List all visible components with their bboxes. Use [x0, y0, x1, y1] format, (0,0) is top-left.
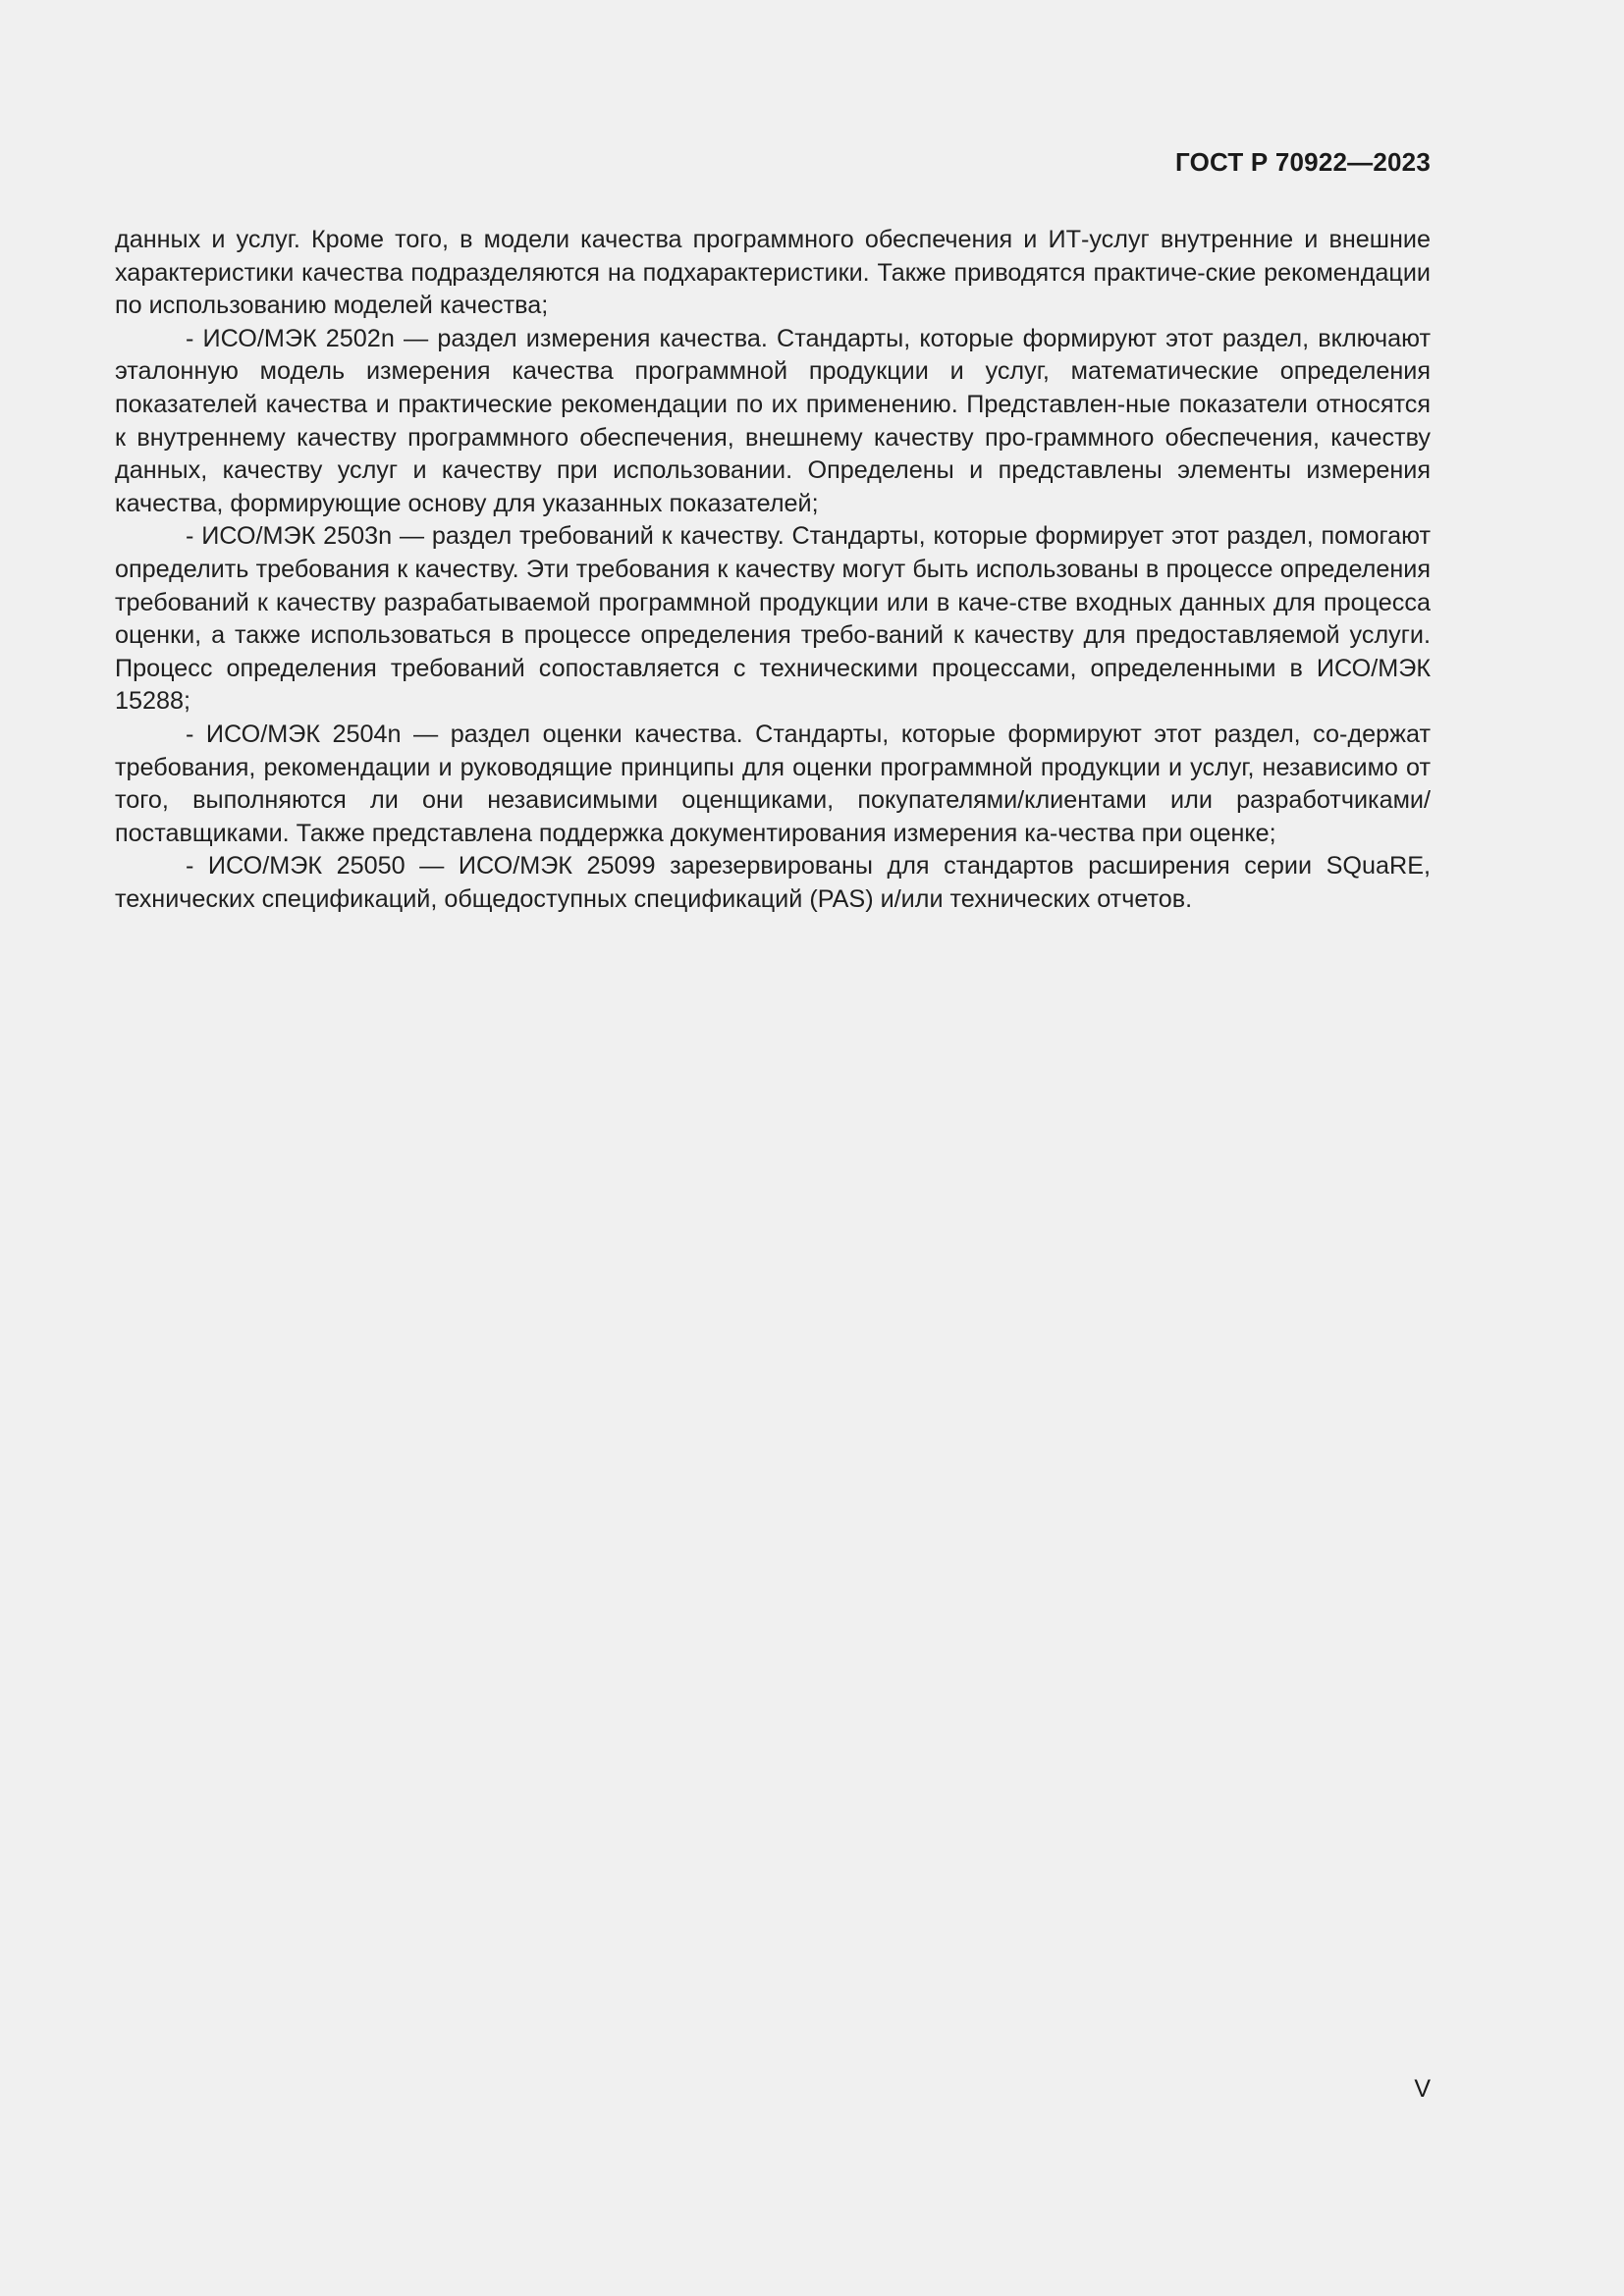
list-item-25050-25099: - ИСО/МЭК 25050 — ИСО/МЭК 25099 зарезервированы для стандартов расширения серии SQuaRE, технических спецификаций, общедоступных спецификаций (PAS) и/или технических отчетов. [115, 852, 1431, 913]
document-header-standard-id: ГОСТ Р 70922—2023 [1175, 147, 1431, 177]
document-body [115, 224, 1431, 916]
paragraph-continuation: данных и услуг. Кроме того, в модели качества программного обеспечения и ИТ-услуг внутренние и внешние характеристики качества подразделяются на подхарактеристики. Также приводятся практиче-ские рекомендации по использованию моделей качества; [115, 226, 1431, 320]
list-item-2503n: - ИСО/МЭК 2503n — раздел требований к качеству. Стандарты, которые формирует этот раздел, помогают определить требования к качеству. Эти требования к качеству могут быть использованы в процессе определения требований к качеству разрабатываемой программной продукции или в каче-стве входных данных для процесса оценки, а также использоваться в процессе определения требо-ваний к качеству для предоставляемой услуги. Процесс определения требований сопоставляется с техническими процессами, определенными в ИСО/МЭК 15288; [115, 522, 1431, 716]
page-number: V [1414, 2075, 1431, 2103]
list-item-2502n: - ИСО/МЭК 2502n — раздел измерения качества. Стандарты, которые формируют этот раздел, включают эталонную модель измерения качества программной продукции и услуг, математические определения показателей качества и практические рекомендации по их применению. Представлен-ные показатели относятся к внутреннему качеству программного обеспечения, внешнему качеству про-граммного обеспечения, качеству данных, качеству услуг и качеству при использовании. Определены и представлены элементы измерения качества, формирующие основу для указанных показателей; [115, 324, 1431, 517]
list-item-2504n: - ИСО/МЭК 2504n — раздел оценки качества. Стандарты, которые формируют этот раздел, со-держат требования, рекомендации и руководящие принципы для оценки программной продукции и услуг, независимо от того, выполняются ли они независимыми оценщиками, покупателями/клиентами или разработчиками/поставщиками. Также представлена поддержка документирования измерения ка-чества при оценке; [115, 720, 1431, 847]
